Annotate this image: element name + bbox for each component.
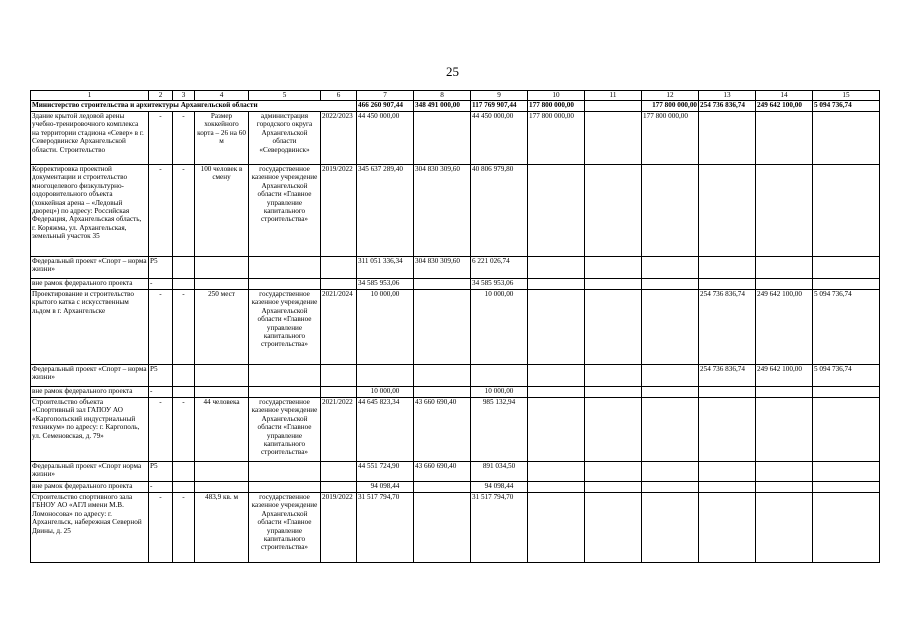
cell-col3: -	[173, 165, 195, 257]
cell-col10	[528, 387, 585, 398]
cell-col2: -	[149, 398, 173, 462]
cell-col11	[585, 493, 642, 563]
cell-col15	[813, 165, 880, 257]
period	[321, 279, 357, 290]
object-name: Строительство спортивного зала ГБНОУ АО «АГЛ имени М.В. Ломоносова» по адресу: г. Архангельск, набережная Северной Двины, д. 25	[31, 493, 149, 563]
object-name: Корректировка проектной документации и строительство многоцелевого физкультурно-оздоровительного объекта (хоккейная арена – «Ледовый дворец») по адресу: Российская Федерация, Архангельская область, г. Коряжма, ул. Архангельская, земельный участок 35	[31, 165, 149, 257]
cell-col10	[528, 398, 585, 462]
capacity: Размер хоккейного корта – 26 на 60 м	[195, 112, 249, 165]
cell-col13: 254 736 836,74	[699, 101, 756, 112]
cell-col8	[414, 279, 471, 290]
ministry-total-row	[31, 101, 880, 112]
cell-col11	[585, 462, 642, 482]
cell-col11	[585, 101, 642, 112]
customer	[249, 279, 321, 290]
cell-col15	[813, 112, 880, 165]
cell-col3: -	[173, 398, 195, 462]
capacity	[195, 482, 249, 493]
cell-col15: 5 094 736,74	[813, 101, 880, 112]
cell-col7: 34 585 953,06	[357, 279, 414, 290]
cell-col3	[173, 482, 195, 493]
column-header: 4	[195, 91, 249, 101]
customer: государственное казенное учреждение Архангельской области «Главное управление капитального строительства»	[249, 398, 321, 462]
cell-col13	[699, 112, 756, 165]
cell-col8: 43 660 690,40	[414, 398, 471, 462]
table-row	[31, 387, 880, 398]
column-header: 2	[149, 91, 173, 101]
object-name: Строительство объекта «Спортивный зал ГАПОУ АО «Каргопольский индустриальный техникум» по адресу: г. Каргополь, ул. Семеновская, д. 79»	[31, 398, 149, 462]
period: 2019/2022	[321, 493, 357, 563]
cell-col14: 249 642 100,00	[756, 365, 813, 387]
cell-col9	[471, 365, 528, 387]
cell-col12	[642, 398, 699, 462]
cell-col7: 10 000,00	[357, 387, 414, 398]
cell-col10	[528, 493, 585, 563]
column-header: 5	[249, 91, 321, 101]
cell-col11	[585, 482, 642, 493]
cell-col11	[585, 257, 642, 279]
column-header: 11	[585, 91, 642, 101]
period	[321, 365, 357, 387]
cell-col9: 40 806 979,80	[471, 165, 528, 257]
cell-col3: -	[173, 493, 195, 563]
period: 2022/2023	[321, 112, 357, 165]
cell-col10	[528, 257, 585, 279]
cell-col12	[642, 462, 699, 482]
cell-col2: -	[149, 279, 173, 290]
customer	[249, 387, 321, 398]
cell-col8: 348 491 000,00	[414, 101, 471, 112]
table-row	[31, 112, 880, 165]
cell-col13	[699, 257, 756, 279]
cell-col7: 94 098,44	[357, 482, 414, 493]
object-name: вне рамок федерального проекта	[31, 279, 149, 290]
cell-col10	[528, 279, 585, 290]
cell-col11	[585, 387, 642, 398]
cell-col3	[173, 387, 195, 398]
cell-col12: 177 800 000,00	[642, 112, 699, 165]
table-row	[31, 290, 880, 365]
cell-col11	[585, 165, 642, 257]
cell-col8	[414, 482, 471, 493]
capacity	[195, 279, 249, 290]
capacity: 250 мест	[195, 290, 249, 365]
object-name: Федеральный проект «Спорт норма жизни»	[31, 462, 149, 482]
period: 2019/2022	[321, 165, 357, 257]
cell-col13	[699, 398, 756, 462]
cell-col14	[756, 279, 813, 290]
cell-col14	[756, 482, 813, 493]
cell-col14	[756, 387, 813, 398]
column-header: 10	[528, 91, 585, 101]
cell-col15	[813, 387, 880, 398]
cell-col14	[756, 112, 813, 165]
object-name: Здание крытой ледовой арены учебно-тренировочного комплекса на территории стадиона «Север» в г. Северодвинске Архангельской области. Строительство	[31, 112, 149, 165]
cell-col12	[642, 387, 699, 398]
cell-col3	[173, 462, 195, 482]
cell-col13	[699, 387, 756, 398]
cell-col10	[528, 290, 585, 365]
cell-col13	[699, 482, 756, 493]
cell-col8: 304 830 309,60	[414, 257, 471, 279]
ministry-title: Министерство строительства и архитектуры Архангельской области	[31, 101, 357, 112]
table-row	[31, 398, 880, 462]
column-header: 3	[173, 91, 195, 101]
cell-col3	[173, 365, 195, 387]
cell-col7: 31 517 794,70	[357, 493, 414, 563]
capacity: 100 человек в смену	[195, 165, 249, 257]
cell-col3	[173, 279, 195, 290]
customer	[249, 462, 321, 482]
cell-col15	[813, 279, 880, 290]
cell-col7: 44 551 724,90	[357, 462, 414, 482]
cell-col9: 10 000,00	[471, 290, 528, 365]
cell-col8	[414, 387, 471, 398]
cell-col12	[642, 290, 699, 365]
cell-col12	[642, 482, 699, 493]
period	[321, 462, 357, 482]
cell-col14	[756, 493, 813, 563]
column-header: 6	[321, 91, 357, 101]
cell-col10: 177 800 000,00	[528, 112, 585, 165]
column-header: 13	[699, 91, 756, 101]
table-row	[31, 365, 880, 387]
cell-col13	[699, 279, 756, 290]
cell-col7: 10 000,00	[357, 290, 414, 365]
cell-col14	[756, 398, 813, 462]
object-name: Федеральный проект «Спорт – норма жизни»	[31, 365, 149, 387]
cell-col3	[173, 257, 195, 279]
cell-col2: P5	[149, 257, 173, 279]
table-row	[31, 279, 880, 290]
cell-col2: -	[149, 482, 173, 493]
cell-col7: 345 637 289,40	[357, 165, 414, 257]
customer	[249, 365, 321, 387]
cell-col14	[756, 165, 813, 257]
cell-col9: 10 000,00	[471, 387, 528, 398]
cell-col2: -	[149, 290, 173, 365]
cell-col10	[528, 482, 585, 493]
column-header: 8	[414, 91, 471, 101]
cell-col9: 6 221 026,74	[471, 257, 528, 279]
cell-col9: 985 132,94	[471, 398, 528, 462]
column-header: 12	[642, 91, 699, 101]
cell-col2: P5	[149, 365, 173, 387]
cell-col10	[528, 165, 585, 257]
cell-col12	[642, 493, 699, 563]
capacity	[195, 387, 249, 398]
cell-col14: 249 642 100,00	[756, 101, 813, 112]
cell-col13: 254 736 836,74	[699, 365, 756, 387]
budget-table	[30, 90, 880, 563]
period: 2021/2022	[321, 398, 357, 462]
cell-col9: 891 034,50	[471, 462, 528, 482]
period	[321, 482, 357, 493]
cell-col9: 31 517 794,70	[471, 493, 528, 563]
cell-col3: -	[173, 112, 195, 165]
cell-col10	[528, 365, 585, 387]
customer: государственное казенное учреждение Архангельской области «Главное управление капитального строительства»	[249, 290, 321, 365]
cell-col11	[585, 398, 642, 462]
object-name: Федеральный проект «Спорт – норма жизни»	[31, 257, 149, 279]
cell-col12	[642, 165, 699, 257]
cell-col7: 44 450 000,00	[357, 112, 414, 165]
cell-col7: 466 260 907,44	[357, 101, 414, 112]
table-row	[31, 493, 880, 563]
cell-col13	[699, 165, 756, 257]
cell-col15	[813, 398, 880, 462]
cell-col9: 94 098,44	[471, 482, 528, 493]
customer: администрация городского округа Архангельской области «Северодвинск»	[249, 112, 321, 165]
cell-col9: 34 585 953,06	[471, 279, 528, 290]
customer	[249, 257, 321, 279]
object-name: Проектирование и строительство крытого катка с искусственным льдом в г. Архангельске	[31, 290, 149, 365]
period	[321, 257, 357, 279]
cell-col12	[642, 365, 699, 387]
cell-col9: 44 450 000,00	[471, 112, 528, 165]
cell-col2: P5	[149, 462, 173, 482]
cell-col11	[585, 112, 642, 165]
cell-col14	[756, 257, 813, 279]
cell-col15	[813, 482, 880, 493]
cell-col10: 177 800 000,00	[528, 101, 585, 112]
customer	[249, 482, 321, 493]
cell-col12	[642, 257, 699, 279]
period: 2021/2024	[321, 290, 357, 365]
period	[321, 387, 357, 398]
capacity	[195, 365, 249, 387]
cell-col8: 304 830 309,60	[414, 165, 471, 257]
table-row	[31, 482, 880, 493]
column-header: 1	[31, 91, 149, 101]
cell-col13	[699, 462, 756, 482]
cell-col15	[813, 257, 880, 279]
cell-col15	[813, 493, 880, 563]
cell-col8	[414, 493, 471, 563]
cell-col7	[357, 365, 414, 387]
column-header: 15	[813, 91, 880, 101]
table-row	[31, 462, 880, 482]
cell-col11	[585, 279, 642, 290]
cell-col11	[585, 365, 642, 387]
cell-col15: 5 094 736,74	[813, 290, 880, 365]
customer: государственное казенное учреждение Архангельской области «Главное управление капитального строительства»	[249, 493, 321, 563]
cell-col14	[756, 462, 813, 482]
customer: государственное казенное учреждение Архангельской области «Главное управление капитального строительства»	[249, 165, 321, 257]
cell-col8	[414, 290, 471, 365]
table-row	[31, 257, 880, 279]
cell-col8	[414, 112, 471, 165]
column-header: 14	[756, 91, 813, 101]
cell-col13	[699, 493, 756, 563]
capacity	[195, 462, 249, 482]
column-header: 7	[357, 91, 414, 101]
cell-col7: 44 645 823,34	[357, 398, 414, 462]
cell-col2: -	[149, 112, 173, 165]
page-number: 25	[446, 64, 459, 79]
table-row	[31, 165, 880, 257]
cell-col11	[585, 290, 642, 365]
cell-col12: 177 800 000,00	[642, 101, 699, 112]
cell-col9: 117 769 907,44	[471, 101, 528, 112]
cell-col12	[642, 279, 699, 290]
header-row	[31, 91, 880, 101]
cell-col15: 5 094 736,74	[813, 365, 880, 387]
cell-col3: -	[173, 290, 195, 365]
cell-col10	[528, 462, 585, 482]
capacity: 483,9 кв. м	[195, 493, 249, 563]
object-name: вне рамок федерального проекта	[31, 387, 149, 398]
cell-col15	[813, 462, 880, 482]
cell-col8	[414, 365, 471, 387]
cell-col7: 311 051 336,34	[357, 257, 414, 279]
capacity: 44 человека	[195, 398, 249, 462]
cell-col2: -	[149, 493, 173, 563]
column-header: 9	[471, 91, 528, 101]
cell-col14: 249 642 100,00	[756, 290, 813, 365]
capacity	[195, 257, 249, 279]
object-name: вне рамок федерального проекта	[31, 482, 149, 493]
cell-col13: 254 736 836,74	[699, 290, 756, 365]
cell-col2: -	[149, 387, 173, 398]
cell-col2: -	[149, 165, 173, 257]
cell-col8: 43 660 690,40	[414, 462, 471, 482]
